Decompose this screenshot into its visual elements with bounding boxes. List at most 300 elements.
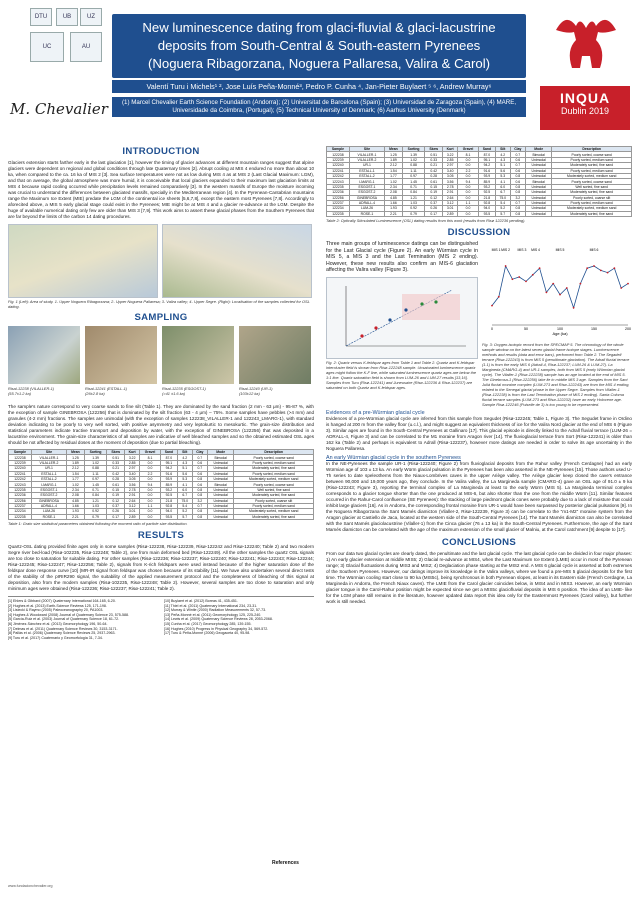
table-cell: 75.0	[177, 498, 192, 503]
reference-item: [2] Hughes et al. (2013) Earth-Science Reviews 125, 171-198.	[8, 603, 107, 608]
table-cell: Unimodal	[526, 200, 552, 205]
table-cell: 0.0	[140, 498, 161, 503]
table-cell: 93.2	[160, 487, 177, 492]
results-text: Quartz-OSL dating provided finite ages only in some samples (Risø-122238, Risø-122239, Risø-122242 and Risø-122240; Table 2) and two modern Segre river bed-load (Risø-102235, Risø-122248; Table 2), one from main deformed bed (Risø-122249). All the other samples the quartz OSL signals are too close to saturation for suitable dating. For other samples (Risø-122236; Risø-122237; Risø-122240; Risø-122241; Risø-122243; Risø-122244; Risø-122245; Risø-122247; Risø-122256; Table 2), signals from K-rich feldspars were used instead because of the higher saturation dose of the feldspar dose response curve [10] (MR-IR signal from feldspar was chosen because of its stability [11]. We have also undertaken several direct tests of the stability of the pIRIR290 signal, the suitability of the applied measurement protocol and the completeness of bleaching of this signal at deposition, also from the modern samples (Risø-102235, Risø-122248; Table 2). However, several samples are too close to saturation and only minimum ages were obtained (Risø-122236; Risø-122237; Risø-122241; Table 2).	[8, 544, 314, 592]
references-list	[8, 599, 314, 640]
table-cell: 2.08	[385, 190, 403, 195]
table-cell: Poorly sorted, medium sand	[234, 503, 314, 508]
mis-label: MIS 1	[491, 248, 501, 253]
table-cell: 5.6	[495, 168, 510, 173]
table-cell: 1.02	[402, 157, 425, 162]
table-cell: 3.05	[443, 173, 458, 178]
table-cell: 0.0	[458, 157, 479, 162]
table-cell: 3.2	[510, 195, 525, 200]
table-1-header: Kurt	[125, 450, 140, 455]
references-block	[8, 596, 314, 640]
x-axis-label: Age (ka)	[552, 331, 568, 337]
table-cell: 9.4	[140, 482, 161, 487]
table-1-header: Site	[31, 450, 66, 455]
logo-dtu: DTU	[30, 8, 52, 26]
table-cell: GINEBROSA	[349, 195, 384, 200]
table-cell: 5.4	[495, 200, 510, 205]
table-cell: Moderately sorted, medium sand	[552, 206, 632, 211]
table-cell: 2.12	[67, 466, 85, 471]
table-cell: Unimodal	[526, 206, 552, 211]
table-2-header: Mode	[526, 147, 552, 152]
table-cell: 0.8	[510, 184, 525, 189]
table-cell: 87.0	[478, 152, 495, 157]
reference-item: [13] Peña-Monné et al. (2011) Geomorphology 125, 225-240.	[164, 612, 262, 617]
table-cell: 0.51	[425, 152, 443, 157]
x-tick-label: 0	[491, 327, 493, 332]
table-cell: 9.4	[458, 179, 479, 184]
table-cell: 93.5	[478, 211, 495, 216]
author-list: Valentí Turu i Michels¹ ², Jose Luís Peña-Monné³, Pedro P. Cunha ⁴, Jan-Pieter Buylaert ⁵ ⁶, Andrew Murray⁶	[112, 80, 526, 93]
right-column	[326, 146, 632, 605]
table-cell: LMARG-1	[349, 179, 384, 184]
table-cell: Unimodal	[526, 163, 552, 168]
table-cell: 1.1	[458, 200, 479, 205]
table-cell: 1.89	[385, 157, 403, 162]
data-point	[491, 305, 493, 307]
table-cell: 0.0	[140, 509, 161, 514]
table-cell: 1.02	[67, 482, 85, 487]
table-cell: 0.0	[458, 184, 479, 189]
moose-logo-icon	[546, 10, 626, 82]
reference-item: [3] Lisiecki & Raymo (2005) Paleoceanography 20, PA1003.	[8, 608, 104, 613]
discussion-intro: Three main groups of luminescence datings can be distinguished for the Last Glacial cycle (Figure 2). An early Würmian cycle in MIS 5, a MIS 3 and the Last Termination (MIS 2 ending). However, these new results also confirm an MIS-6 glaciation affecting the Valira valley (Figure 3).	[326, 241, 478, 274]
table-cell: 1.02	[84, 460, 107, 465]
data-point	[593, 265, 595, 267]
sampling-text: The sample's nature correspond to very coarse sands to fine silt (Table 1). They are dominated by the sand fraction (2 mm - 63 μm) - 95-87 %, with the exception of sample GINEBROSA (122256) that is dominated by the silt fraction (63 - 4 μm) – 75%. Some samples have pebbles (>4 mm) and granules (4-2 mm) fractions. The samples are unimodal (with the exception of samples 122238_VILALLER-1 and 122243_LMARG-1), with standard deviation indicating to be poorly to very well sorted, with positive asymmetry and very leptokurtic to mesokurtic. The grain-size distribution and statistical parameters indicate tractive transport and deposition by water, with the exception of GINEBROSA (122256) that was deposited in a lacustrine environment. The grain-size characteristics of all samples are indicative of well bleached samples and so the obtained estimated OSL ages should be not affected by residual doses at the moment of deposition (due to partial bleaching).	[8, 404, 314, 445]
table-cell: 3.12	[443, 200, 458, 205]
table-cell: 2.21	[385, 211, 403, 216]
table-cell: 6.0	[177, 487, 192, 492]
table-cell: 5.7	[177, 514, 192, 519]
table-cell: 5.7	[495, 211, 510, 216]
table-cell: 0.7	[192, 503, 207, 508]
table-cell: 0.8	[510, 206, 525, 211]
table-cell: VILALLER-1	[31, 455, 66, 460]
table-cell: 1.11	[84, 471, 107, 476]
data-point	[620, 287, 622, 289]
table-cell: 21.8	[160, 498, 177, 503]
table-cell: 2.34	[385, 184, 403, 189]
table-cell: Moderately sorted, fine sand	[552, 163, 632, 168]
table-cell: ESGOST-1	[349, 184, 384, 189]
table-cell: Moderately sorted, medium sand	[552, 173, 632, 178]
table-cell: 3.12	[125, 503, 140, 508]
table-cell: 1.21	[402, 195, 425, 200]
poster-title: New luminescence dating from glaci-fluvial & glaci-lacustrine deposits from South-Central & South-eastern Pyrenees (Noguera Ribagorzana, Noguera Pallaresa, Valira & Carol)	[142, 20, 496, 71]
table-cell: 122237	[327, 200, 350, 205]
table-cell: 1.54	[385, 168, 403, 173]
table-cell: Unimodal	[208, 460, 234, 465]
sampling-photos	[8, 326, 314, 404]
reference-item: [16] Hughes (2010) Progress in Physical Geography 34, 569-572.	[164, 626, 269, 631]
table-cell: 122235	[9, 514, 32, 519]
table-cell: 3.2	[192, 498, 207, 503]
table-cell: UR-1	[349, 163, 384, 168]
table-cell: 0.26	[107, 509, 125, 514]
table-cell: 0.71	[402, 184, 425, 189]
table-cell: 0.33	[107, 460, 125, 465]
table-cell: 1.21	[84, 498, 107, 503]
table-cell: 0.7	[510, 152, 525, 157]
table-cell: 5.6	[177, 471, 192, 476]
data-point	[518, 276, 520, 278]
title-banner	[112, 14, 526, 78]
table-cell: LMARG-1	[31, 482, 66, 487]
data-point	[552, 283, 554, 285]
table-cell: Unimodal	[208, 509, 234, 514]
table-cell: 0.8	[192, 476, 207, 481]
reference-item: [5] García-Ruiz et al. (2003) Journal of Quaternary Science 18, 61-72.	[8, 617, 120, 622]
reference-item: [4] Hughes & Woodward (2008) Journal of Quaternary Science 23, 575-588.	[8, 612, 129, 617]
data-point	[600, 270, 602, 272]
data-point	[580, 283, 582, 285]
table-cell: ESTALL-1	[349, 168, 384, 173]
table-cell: 122239	[9, 460, 32, 465]
sample-photo-esgost	[162, 326, 234, 384]
table-cell: 1.89	[67, 460, 85, 465]
table-cell: Unimodal	[526, 190, 552, 195]
table-cell: Unimodal	[526, 168, 552, 173]
data-point	[505, 265, 507, 267]
data-point	[498, 296, 500, 298]
reference-item: [9] Turu et al. (2017) Cuaternario y Geomorfología 31, 7-34.	[8, 635, 103, 640]
table-cell: Poorly sorted, medium sand	[552, 168, 632, 173]
table-cell: 94.2	[160, 466, 177, 471]
table-cell: 0.84	[402, 190, 425, 195]
table-cell: 122237	[9, 503, 32, 508]
table-cell: 2.89	[443, 211, 458, 216]
table-cell: 0.84	[84, 493, 107, 498]
table-cell: 1.45	[84, 482, 107, 487]
table-cell: 122234	[9, 509, 32, 514]
table-cell: 0.0	[140, 466, 161, 471]
table-cell: Unimodal	[208, 476, 234, 481]
table-cell: Poorly sorted, coarse sand	[234, 455, 314, 460]
table-cell: ESGOST-2	[31, 493, 66, 498]
table-cell: Moderately sorted, fine sand	[234, 493, 314, 498]
table-cell: 1.66	[385, 200, 403, 205]
table-cell: 2.2	[140, 471, 161, 476]
table-cell: 122243	[9, 482, 32, 487]
table-cell: UR-1	[31, 466, 66, 471]
table-cell: Unimodal	[208, 466, 234, 471]
table-cell: ESGOST-1	[31, 487, 66, 492]
table-cell: 0.0	[140, 514, 161, 519]
data-point	[573, 307, 575, 309]
table-cell: 95.1	[160, 460, 177, 465]
table-cell: 3.40	[443, 168, 458, 173]
table-cell: 122236	[9, 493, 32, 498]
conclusions-heading: CONCLUSIONS	[441, 537, 517, 549]
table-cell: 2.85	[443, 157, 458, 162]
table-cell: 91.6	[160, 471, 177, 476]
table-cell: 0.51	[107, 455, 125, 460]
reference-item: [10] Buylaert et al. (2012) Boreas 41, 435-451.	[164, 599, 238, 604]
table-cell: 122242	[9, 476, 32, 481]
table-1-header: Gravel	[140, 450, 161, 455]
reference-item: [1] Ehlers & Gibbard (2007) Quaternary International 164-165, 6-20.	[8, 599, 116, 604]
figure-3-caption: Fig. 3: Oxygen-isotopic record from the SPECMAP 5. The chronology of the whole sample window on the latest seven glacial frame isotope stages. Luminescence methods and results (data and error bars), performed from Table 2. The Segadell terrace (Risø-122243) is from MIS 5 (penultimate glaciation). The Adrall fluvial terrace (1.1) is from the early MIS 6 (Adrall-4, Risø-122237; LUM-26 & LUM-27). La Margineda (CMARG-4) and UR-1 samples, both from MIS 5 (early Würmian glacial cycle). The Vilaller-1 (Risø-122238) sample has an age located at the end of MIS 5. The Ginebrosa-1 (Risø-122256) lake lie in middle MIS 3 age. Samples from the Sant Julià fluvial moraine complex (LUM-273 and Risø-122243) are from the MIS 4 ending, related to the Senegal glacial phase in the Upper Segre. Samples from Vilaller-1 (Risø-122238) is from the Last Termination phase of MIS 2 ending). Santa Coloma fluvial terrace samples (LUM-273 and Risø-122232) have an early Holocene age. Sample Risø-122246 (Puiselle de 3) is too young to be represented.	[482, 342, 630, 408]
table-cell: 1.45	[402, 179, 425, 184]
table-cell: Unimodal	[526, 195, 552, 200]
table-cell: ROSE-1	[31, 514, 66, 519]
data-point	[566, 287, 568, 289]
table-cell: LUM-26	[349, 206, 384, 211]
table-cell: Moderately sorted, fine sand	[552, 190, 632, 195]
table-cell: 122256	[327, 195, 350, 200]
table-2-header: Clay	[510, 147, 525, 152]
table-2-header: Silt	[495, 147, 510, 152]
table-cell: 2.2	[458, 168, 479, 173]
table-2-header: Mean	[385, 147, 403, 152]
conclusions-text: From our data two glacial cycles are clearly dated, the penultimate and the last glacial cycle. The last glacial cycle can be divided in four major phases: 1) An early glacier extension at middle MIS5; 2) Glacial re-advance at MIS4, when the Last Maximum Ice Extent (LMIE) occur in most of the Pyrenean range; 3) Glacial fluctuations during MIS3 and MIS2; 4) Deglaciation phase starting at the MIS2 end. A MIS 6 glacial cycle is asserted at both extremes of the Southern Pyrenees. However, our datings improve its knowledge in the Valira valleys, where we found a pre-MIS 5 glacial deposits for the first time. The Würmian cooling start close to 90 ka (MIS5c), being synchronous in both Pyrenean slopes, at least in its Eastern side (French Cerdagne, La Margineda in Andorra, the French Niaux caves). The LMIE from the Carol glacier coincides below, in MIS4 and in MIS3. However, an early Würmian glacier tongue in the Carol-Rahur position might be expected since we get a MIS5c glaciofluvial deposits in MIS 6 position. The idea of an LMIE- like for the LGM phase still remains in the literature, however updated data report this idea only for the Easternmost Pyrenees (Carol valley), but further work is still needed.	[326, 551, 632, 605]
table-cell: 0.17	[425, 211, 443, 216]
table-cell: 93.9	[478, 173, 495, 178]
table-cell: 2.12	[385, 163, 403, 168]
x-tick-label: 50	[524, 327, 528, 332]
table-cell: 0.8	[510, 211, 525, 216]
table-cell: 0.0	[458, 206, 479, 211]
table-cell: 0.8	[192, 514, 207, 519]
table-cell: 0.6	[192, 460, 207, 465]
table-cell: 1.39	[402, 152, 425, 157]
table-cell: 0.0	[458, 190, 479, 195]
table-cell: 3.22	[125, 455, 140, 460]
figure-2-plot-icon	[332, 280, 472, 356]
table-cell: 122256	[9, 498, 32, 503]
table-cell: 93.2	[478, 184, 495, 189]
table-cell: 0.19	[425, 190, 443, 195]
table-cell: Moderately sorted, medium sand	[234, 476, 314, 481]
table-cell: 0.0	[458, 195, 479, 200]
table-cell: 0.0	[458, 163, 479, 168]
table-cell: 93.9	[160, 476, 177, 481]
table-cell: Poorly sorted, medium sand	[234, 460, 314, 465]
subsection-2-text: In the NE-Pyrenees the sample UR-1 (Risø-122240; Figure 2) from fluvioglacial deposits from the Rahur valley (French Cerdagne) had an early Würmian age of 103 ± 13 ka. An early Würm glacial pulsation in the Pyrenees has been also asserted in the NE-Pyrenees [15]. Those authors used U-Th series to date speleothems from the Niaux-Lombrives caves in the upper Ariège valley. The Ariège glacier keep closed the cave's entrance between 90,000 and 19,000 years ago, they conclude. In the Valira valley, the La Margineda sample (CMARG-4) gave an OSL age of 91.0 ± 9 ka (Risø-122243; Figure 3), reporting the terminal complex of La Margineda at least to the early Würm (MIS 5). La Margineda terminal complex corresponds to a glacier tongue shorter than the one produced at MIS-6, but also shorter than the one from the middle Würm [11]. Similar features occurred in the Rahur-Carol confluence (SE Pyrenees): the stacking of large piedmont glacis cones were probably due to a lack of moisture that could inhibit large glaciers [16]. As in Andorra, the corresponding frontal moraine from UR-1 would have been surpassed by posterior glacial pulsations [9]. In the Noguera Ribagorzana the Sant Mamés diamicton (Vilaller-2, Risø-122239, Figure 3) can be correlate to the "m1-M2" moraine system from the Aragon glacier at Castiello de Jaca, located at the western side of the South-Central Pyrenees [14]. The Sant Mamés diamicton can also be correlated with the Sant Mamés glaciolacustrine (Vilaller-1) from the Cinca glacier (76 ± 13 ka) in the South-Central Pyrenees. Furthermore, the age of the Sant Mamés diamicton can be correlated with the age of the maximum extension of the small glacier of Malniu, at the Carol catchment [9] despite to [17].	[326, 461, 632, 533]
table-2-caption: Table 2: Optically Stimulated Luminescence (OSL) dating results from this work (results from Risø 122236 pending).	[326, 218, 526, 224]
table-2-header: Description	[552, 147, 632, 152]
table-cell: 1.25	[385, 152, 403, 157]
table-cell: 122235	[327, 211, 350, 216]
table-cell: 0.6	[510, 168, 525, 173]
table-cell: 0.0	[140, 493, 161, 498]
table-cell: 1.1	[140, 503, 161, 508]
table-cell: 75.0	[495, 195, 510, 200]
table-cell: 5.3	[177, 476, 192, 481]
table-cell: 21.8	[478, 195, 495, 200]
table-1-header: Silt	[177, 450, 192, 455]
table-cell: 2.21	[67, 514, 85, 519]
table-cell: Poorly sorted, coarse sand	[234, 482, 314, 487]
table-cell: 0.42	[425, 168, 443, 173]
table-cell: Poorly sorted, medium sand	[234, 471, 314, 476]
table-cell: 0.0	[458, 173, 479, 178]
table-cell: 2.34	[67, 487, 85, 492]
figure-1-caption: Fig. 1 (Left): Area of study. 1- Upper Noguera Ribagorzana; 2- Upper Noguera Pallaresa; 3- Valira valley; 4- Upper Segre. (Right): Localisation of the samples collected for OSL dating.	[8, 299, 310, 309]
table-cell: 4.85	[67, 498, 85, 503]
table-cell: GINEBROSA	[31, 498, 66, 503]
table-cell: 0.6	[510, 157, 525, 162]
table-cell: 0.0	[458, 211, 479, 216]
reference-item: [17] Turu & Peña-Monné (2006) Geogaceta 40, 95-98.	[164, 631, 251, 636]
data-point	[627, 283, 629, 285]
table-cell: 0.7	[510, 200, 525, 205]
logo-ub: UB	[56, 8, 78, 26]
table-2-header: Site	[349, 147, 384, 152]
data-point	[512, 278, 514, 280]
table-cell: 1.03	[402, 200, 425, 205]
table-cell: 122240	[327, 163, 350, 168]
table-cell: 3.40	[125, 471, 140, 476]
subsection-1-text: Evidences of a pre-Würmian glacial cycle are inferred from this sample from Segudet (Risø-122245; Table 1, Figure 3). The Segudet frame in Ordino is hanged at 200 m from the valley floor (u.c.l.), and might suggest an equivalent thickness of ice for the Valira Nord glacier at the end of MIS 6 (Figure 3). Similar ages are found in the South-Central Pyrenees at Gallinaro [17]. This glacial episode is directly linked to the Adrall fluvial terrace (LUM-26 = ADRALL-4, Figure 3) and can be correlated to the M1 moraine from Aragon river [14]. The fluvioglacial terrace from Sort (Risø-122241) is older than 162 ka (Table 2) and perhaps is equivalent to Adrall (Risø-122237), however more datings are needed in order to solve its age uncertainty in the Noguera Pallaresa.	[326, 416, 632, 452]
table-cell: 0.79	[84, 514, 107, 519]
table-cell: 1.54	[67, 471, 85, 476]
table-cell: 2.97	[125, 466, 140, 471]
affiliations: (1) Marcel Chevalier Earth Science Foundation (Andorra); (2) Universitat de Barcelona (Spain); (3) Universidad de Zaragoza (Spain), (4) MARE, Universidade da Coimbra, (Portugal); (5) Technical University of Denmark; (6) Aarhus University (Denmark)	[112, 97, 526, 117]
table-cell: ESTALL-2	[31, 476, 66, 481]
table-cell: 4.1	[177, 482, 192, 487]
sampling-heading: SAMPLING	[134, 312, 188, 323]
table-cell: 4.3	[177, 460, 192, 465]
figure-3-chart	[482, 241, 632, 337]
table-cell: 122242	[327, 173, 350, 178]
samples-location-map	[162, 224, 312, 298]
table-cell: ADRALL-4	[349, 200, 384, 205]
table-cell: 1.77	[67, 476, 85, 481]
table-cell: 122240	[9, 466, 32, 471]
poster-header	[0, 0, 638, 140]
table-cell: 6.7	[495, 190, 510, 195]
table-cell: 2.64	[125, 498, 140, 503]
table-2-header: Sample	[327, 147, 350, 152]
table-cell: 2.97	[443, 163, 458, 168]
table-cell: 0.71	[84, 487, 107, 492]
table-cell: 122235	[327, 184, 350, 189]
table-cell: 0.79	[402, 211, 425, 216]
figure-2-scatter	[326, 277, 478, 359]
table-cell: 0.88	[84, 466, 107, 471]
introduction-text: Glaciers extension starts farther early in the last glaciation [1], however the timing of glacier advances at different mountain ranges suggest that alpine glaciers were dependent on regional and global conditions through late Quaternary times [2]. Abrupt cooling at MIS 4 endured no more than about 10 ka, when compared to the ca. 16 ka of MIS 2 [3]. Sea surface temperatures were not as low during MIS 4 as at MIS 2 (Last Glacial Maximum: LGM), and that on average, the global atmosphere was more humid, it is conceivable that local glaciers expanded to their maximum last glaciation limits at MIS 4 because rapid cooling occurred while precipitation levels remained comparatively [3]. In the western massifs of Europe the moisture incoming was crucial to understand the differences between glaciated massifs, specially in the Mediterranean region [4]. In the Pyrenean-Cantabrian mountains range the Maximum Ice Extent (MIE) predate the LGM of the continental ice sheets [5,6,7,8], except the eastern most Pyrenees [7,8]. Accordingly to aforecited above, a MIS 5 early glacial stage could exist in the Pyrenees; MIE might be at MIS 4 and a glacier re-advance at the LGM. Despite the huge of available numerical dating only few are older than MIS 3 [7,9]. This work aims to assert these glacial phases from the Southern Pyrenees that are far beyond the limits of the carbon 14 dating procedures.	[8, 160, 314, 219]
table-cell: Unimodal	[208, 487, 234, 492]
table-cell: 0.7	[192, 455, 207, 460]
table-1-header: Description	[234, 450, 314, 455]
reference-item: [7] Delmas et al. (2011) Quaternary Science Reviews 30, 3153-3171.	[8, 626, 118, 631]
data-point	[607, 272, 609, 274]
table-cell: 122238	[9, 455, 32, 460]
table-cell: 0.88	[402, 163, 425, 168]
table-cell: 3.22	[443, 152, 458, 157]
table-cell: 0.15	[107, 487, 125, 492]
table-cell: Moderately sorted, fine sand	[552, 211, 632, 216]
table-row	[9, 514, 314, 519]
table-cell: 0.92	[402, 206, 425, 211]
table-cell: 4.2	[495, 152, 510, 157]
table-cell: 0.37	[425, 200, 443, 205]
table-cell: 0.8	[192, 487, 207, 492]
table-cell: Poorly sorted, coarse sand	[552, 179, 632, 184]
table-cell: 0.12	[425, 195, 443, 200]
table-cell: Bimodal	[526, 179, 552, 184]
table-1-header: Skew	[107, 450, 125, 455]
table-cell: Moderately sorted, fine sand	[234, 514, 314, 519]
table-cell: Bimodal	[526, 152, 552, 157]
logo-uc: UC	[30, 32, 64, 62]
table-cell: 0.0	[140, 487, 161, 492]
sample-photo-ur	[239, 326, 311, 384]
reference-item: [6] Jiménez-Sánchez et al. (2013) Geomorphology 196, 50-64.	[8, 622, 108, 627]
table-cell: Poorly sorted, medium sand	[552, 200, 632, 205]
table-cell: 1.93	[67, 509, 85, 514]
table-cell: 0.8	[192, 509, 207, 514]
table-cell: Bimodal	[208, 482, 234, 487]
grain-size-table	[8, 449, 314, 520]
reference-item: [15] Cunha et al. (2017) Geomorphology 285, 139-155.	[164, 622, 252, 627]
table-cell: 1.93	[385, 206, 403, 211]
sample-caption-3: Risal-12235 (ESGOST-1) (>41 ±1.6 ka)	[162, 386, 206, 396]
table-cell: 0.8	[510, 173, 525, 178]
table-cell: 0.7	[510, 163, 525, 168]
table-1-header: Sorting	[84, 450, 107, 455]
table-cell: 6.7	[177, 493, 192, 498]
table-cell: 0.6	[192, 471, 207, 476]
table-cell: 0.6	[510, 179, 525, 184]
inqua-badge: INQUA Dublin 2019	[540, 86, 630, 130]
table-cell: 5.2	[177, 509, 192, 514]
table-1-header: Mode	[208, 450, 234, 455]
footer-note: www.fundacionchevalier.org	[8, 884, 53, 888]
table-cell: ESGOST-2	[349, 190, 384, 195]
data-point	[586, 267, 588, 269]
table-2-header: Sorting	[402, 147, 425, 152]
table-cell: 0.33	[425, 157, 443, 162]
x-tick-label: 200	[625, 327, 631, 332]
table-cell: Poorly sorted, medium sand	[552, 157, 632, 162]
table-cell: 6.0	[495, 184, 510, 189]
table-cell: Poorly sorted, coarse sand	[552, 152, 632, 157]
table-cell: 0.28	[107, 476, 125, 481]
table-cell: 0.26	[425, 206, 443, 211]
discussion-top	[326, 241, 632, 407]
data-point	[546, 292, 548, 294]
table-cell: 3.01	[443, 206, 458, 211]
mis-label: MIS 2	[501, 248, 511, 253]
table-cell: 2.91	[443, 190, 458, 195]
figure-2-caption: Fig. 2: Quartz versus K-feldspar ages from Table 1 and Table 2. Quartz and K-feldspar intercluster field is shown from Risø-122248 sample. Unsaturated luminescence quartz ages might follow the K-F line, while saturated luminescence quartz ages are below the 1:1 line. Quartz saturation field is shown from LUM-26 and LUM-27 results [13,16]. Samples from Turu (Risø-122241) and Juneusaire (Risø-122236 & Risø-122237) are saturated on both Quartz and K-feldspar ages.	[326, 360, 477, 391]
table-cell: Unimodal	[526, 173, 552, 178]
data-point	[532, 274, 534, 276]
table-cell: 0.0	[140, 460, 161, 465]
table-cell: Well sorted, fine sand	[234, 487, 314, 492]
table-cell: 0.28	[425, 173, 443, 178]
table-cell: LUM-26	[31, 509, 66, 514]
table-cell: 5.3	[495, 173, 510, 178]
references-label: References	[272, 860, 299, 866]
data-point	[559, 294, 561, 296]
x-tick-label: 100	[557, 327, 563, 332]
table-cell: 85.9	[478, 179, 495, 184]
table-cell: 0.19	[107, 493, 125, 498]
table-cell: 2.78	[125, 487, 140, 492]
table-cell: 94.0	[160, 509, 177, 514]
table-cell: 3.56	[443, 179, 458, 184]
table-cell: 0.37	[107, 503, 125, 508]
table-1-caption: Table 1: Grain size statistical parameters obtained following the moment ratio of particle size distribution.	[8, 521, 188, 527]
